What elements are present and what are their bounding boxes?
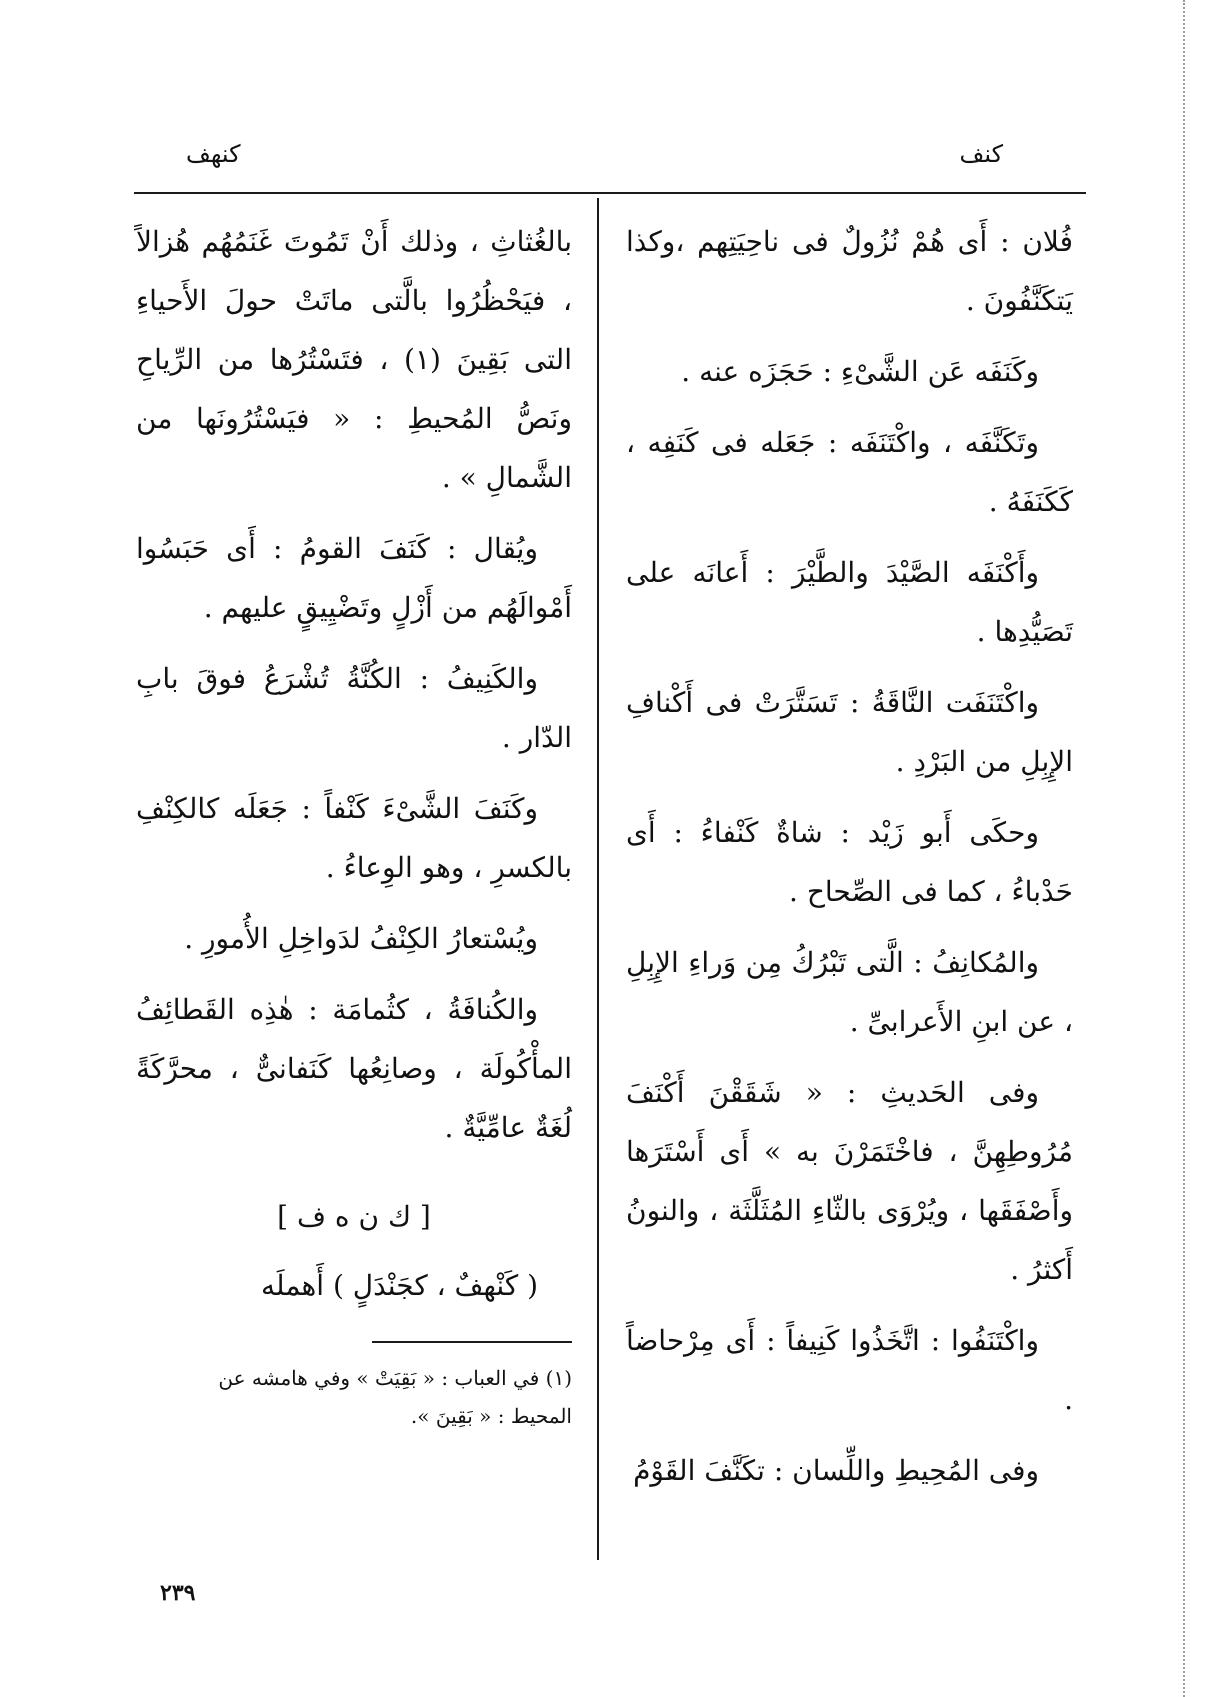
page-number: ٢٣٩ [160,1580,196,1606]
paragraph: فُلان : أَى هُمْ نُزُولٌ فى ناحِيَتِهم ،وكذا يَتكَنَّفُونَ . [626,225,1073,317]
footnote: المحيط : « بَقِينَ ». [410,1404,572,1428]
paragraph: ويُقال : كَنَفَ القومُ : أَى حَبَسُوا أَمْوالَهُم من أَزْلٍ وتَضْيِيقٍ عليهم . [136,532,572,624]
header-root-word-left: كنهف [186,140,241,168]
paragraph: وفى المُحِيطِ واللِّسان : تكَنَّفَ القَوْمُ [633,1454,1039,1487]
paragraph: وحكَى أَبو زَيْد : شاةٌ كَنْفاءُ : أَى حَدْباءُ ، كما فى الصِّحاح . [626,816,1073,908]
paragraph: واكْتَنَفُوا : اتَّخَذُوا كَنِيفاً : أَى مِرْحاضاً . [626,1324,1073,1416]
paragraph: والكُنافَةُ ، كثُمامَة : هٰذِه القَطائِفُ المأْكُولَة ، وصانِعُها كَنَفانىٌّ ، محرَّكَةً لُغَةٌ عامِّيَّةٌ . [136,993,572,1144]
left-column [136,212,572,1435]
paragraph: واكْتَنَفَت النَّاقَةُ : تَسَتَّرَتْ فى أَكْنافِ الإِبِلِ من البَرْدِ . [626,686,1073,778]
footnote-rule [372,1341,572,1343]
root-heading: [ ك ن ه ف ] [277,1200,431,1233]
header-root-word-right: كنف [959,140,1003,168]
paragraph: وتَكَنَّفَه ، واكْتَنَفَه : جَعَله فى كَنَفِه ، كَكَنَفَهُ . [626,426,1073,518]
right-column [626,212,1073,1512]
paragraph: بالغُثاثِ ، وذلك أَنْ تَمُوتَ غَنَمُهُم هُزالاً ، فيَحْظُرُوا بالَّتى ماتَتْ حولَ الأَحياءِ التى بَقِينَ (١) ، فتَسْتُرُها من الرِّياحِ ونَصُّ المُحيطِ : « فيَسْتُرُونَها من الشَّمالِ » . [136,225,572,494]
paragraph: والكَنِيفُ : الكُنَّةُ تُشْرَعُ فوقَ بابِ الدّار . [136,662,572,754]
paragraph: وفى الحَديثِ : « شَقَقْنَ أَكْنَفَ مُرُوطِهِنَّ ، فاخْتَمَرْنَ به » أَى أَسْتَرَها وأَصْفَقَها ، ويُرْوَى بالثّاءِ المُثَلَّثَة ، والنونُ أَكثرُ . [626,1076,1073,1286]
footnote: (١) في العباب : « بَقِيَتْ » وفي هامشه عن [218,1366,572,1390]
paragraph: وكَنَفَه عَن الشَّىْءِ : حَجَزَه عنه . [681,355,1039,388]
entry-start: ( كَنْهفٌ ، كجَنْدَلٍ ) أَهملَه [261,1269,538,1302]
paragraph: وكَنَفَ الشَّىْءَ كَنْفاً : جَعَلَه كالكِنْفِ بالكسرِ ، وهو الوِعاءُ . [136,792,572,884]
paragraph: والمُكانِفُ : الَّتى تَبْرُكُ مِن وَراءِ الإِبِلِ ، عن ابنِ الأَعرابىِّ . [626,946,1073,1038]
scan-edge-line [1183,0,1185,1697]
paragraph: ويُسْتعارُ الكِنْفُ لدَواخِلِ الأُمورِ . [184,922,538,955]
header-rule [134,192,1086,194]
column-divider [597,198,599,1560]
paragraph: وأَكْنَفَه الصَّيْدَ والطَّيْرَ : أَعانَه على تَصَيُّدِها . [626,556,1073,648]
